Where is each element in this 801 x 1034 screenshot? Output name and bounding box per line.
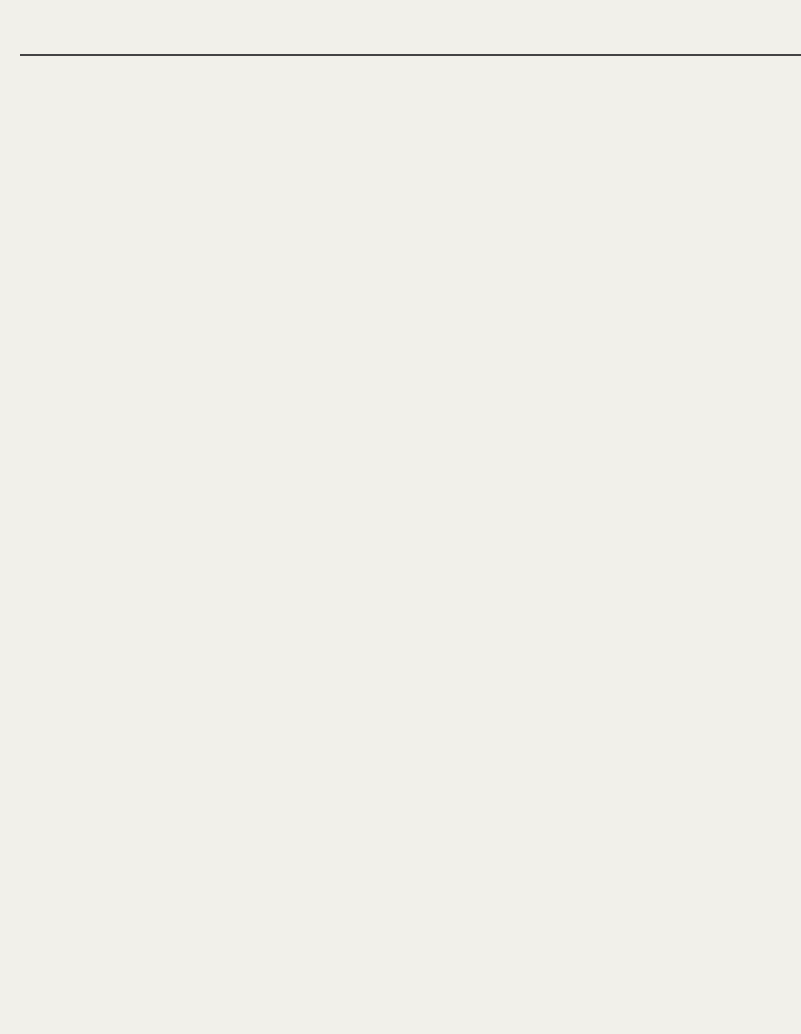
entry-246-content: [20, 760, 790, 784]
entry-245: [20, 114, 790, 139]
header-rule: [20, 54, 801, 56]
running-header: [22, 14, 801, 42]
